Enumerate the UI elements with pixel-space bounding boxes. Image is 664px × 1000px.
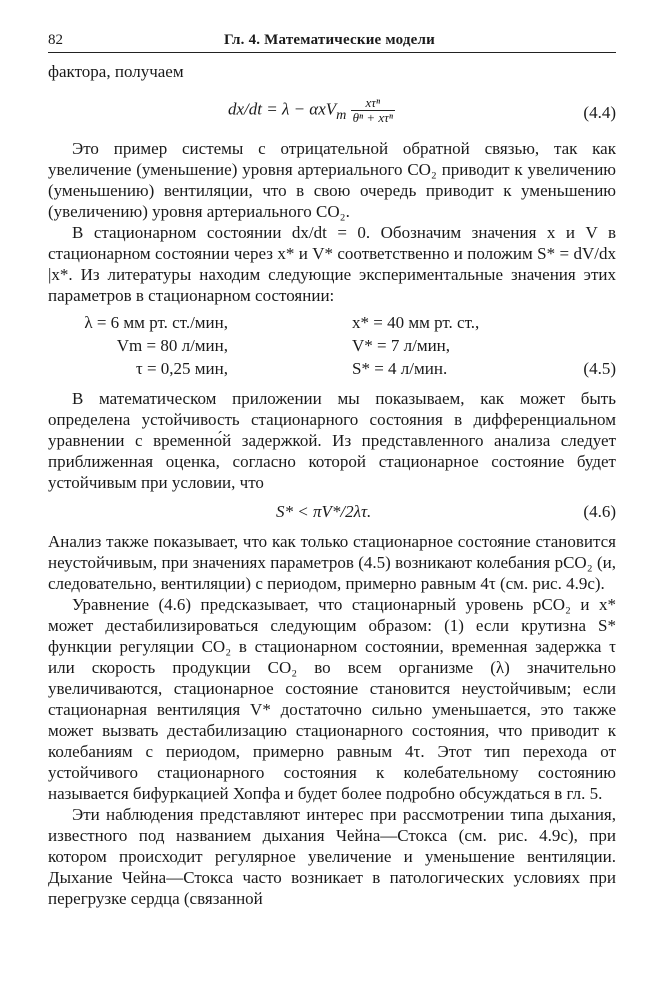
chapter-title: Гл. 4. Математические модели — [224, 32, 435, 48]
paragraph-2: В стационарном состоянии dx/dt = 0. Обозначим значения x и V в стационарном состоянии через x* и V* соответственно и положим S* = dV/dx |x*. Из литературы находим следующие экспериментальные значения этих параметров в стационарном состоянии: — [48, 223, 616, 305]
equation-4-4-numerator: xτⁿ — [351, 96, 395, 111]
parameter-row — [48, 358, 616, 380]
parameter-right: S* = 4 л/мин. — [352, 359, 448, 378]
equation-4-4-body — [228, 96, 395, 126]
equation-4-4-subscript: m — [336, 106, 347, 123]
equation-4-4 — [48, 88, 616, 132]
paragraph-4: Анализ также показывает, что как только стационарное состояние становится неустойчивым, при значениях параметров (4.5) возникают колебания pCO₂ (и, следовательно, вентиляции) с периодом, примерно равным 4τ (см. рис. 4.9c). — [48, 532, 616, 593]
running-header — [48, 28, 616, 53]
equation-4-6-body: S* < πV*/2λτ. — [276, 502, 372, 521]
equation-4-5-label: (4.5) — [583, 359, 616, 378]
page-number: 82 — [48, 32, 63, 48]
equation-4-4-left: dx/dt = λ − αxV — [228, 99, 337, 119]
paragraph-1: Это пример системы с отрицательной обратной связью, так как увеличение (уменьшение) уровня артериального CO₂ приводит к увеличению (уменьшению) вентиляции, что в свою очередь приводит к уменьшению (увеличению) уровня артериального CO₂. — [48, 139, 616, 221]
equation-4-4-fraction — [351, 96, 395, 125]
paragraph-5: Уравнение (4.6) предсказывает, что стационарный уровень pCO₂ и x* может дестабилизироваться следующим образом: (1) если крутизна S* функции регуляции CO₂ в стационарном состоянии, временная задержка τ или скорость продукции CO₂ во всем организме (λ) значительно увеличиваются, стационарное состояние становится неустойчивым; если стационарная вентиляция V* достаточно сильно уменьшается, это также может вызвать дестабилизацию стационарного состояния, что приводит к колебаниям с периодом, примерно равным 4τ. Этот тип перехода от устойчивого стационарного состояния к колебательному состоянию называется бифуркацией Хопфа и будет более подробно обсуждаться в гл. 5. — [48, 595, 616, 803]
parameter-table-4-5 — [48, 310, 616, 382]
page — [48, 28, 616, 909]
equation-4-4-label: (4.4) — [583, 103, 616, 122]
parameter-row — [48, 335, 616, 357]
parameter-left: Vm = 80 л/мин, — [116, 336, 228, 355]
equation-4-6 — [48, 497, 616, 527]
parameter-right: x* = 40 мм рт. ст., — [352, 313, 480, 332]
parameter-left: λ = 6 мм рт. ст./мин, — [84, 313, 228, 332]
intro-text: фактора, получаем — [48, 62, 184, 81]
parameter-left: τ = 0,25 мин, — [135, 359, 228, 378]
parameter-row — [48, 312, 616, 334]
equation-4-6-label: (4.6) — [583, 502, 616, 521]
paragraph-6: Эти наблюдения представляют интерес при рассмотрении типа дыхания, известного под названием дыхания Чейна—Стокса (см. рис. 4.9c), при котором происходит регулярное увеличение и уменьшение вентиляции. Дыхание Чейна—Стокса часто возникает в патологических условиях при перегрузке сердца (связанной — [48, 805, 616, 908]
equation-4-4-denominator: θⁿ + xτⁿ — [352, 110, 393, 125]
parameter-right: V* = 7 л/мин, — [352, 336, 451, 355]
paragraph-3: В математическом приложении мы показываем, как может быть определена устойчивость стационарного состояния в дифференциальном уравнении с временно́й задержкой. Из представленного анализа следует приближенная оценка, согласно которой стационарное состояние будет устойчивым при условии, что — [48, 389, 616, 492]
